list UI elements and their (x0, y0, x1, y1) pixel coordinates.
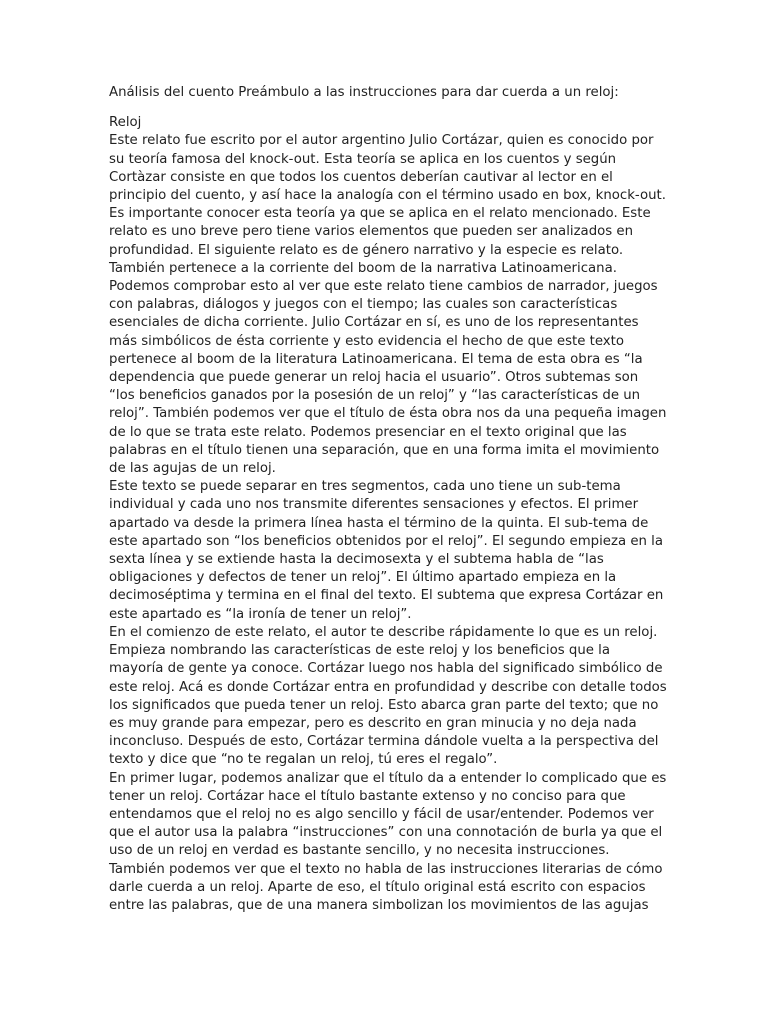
text-line: obligaciones y defectos de tener un reloj”. El último apartado empieza en la (109, 570, 617, 586)
text-line: decimoséptima y termina en el final del texto. El subtema que expresa Cortázar en (109, 588, 664, 604)
text-line: entendamos que el reloj no es algo sencillo y fácil de usar/entender. Podemos ver (109, 806, 654, 822)
text-line: entre las palabras, que de una manera simbolizan los movimientos de las agujas (109, 897, 649, 913)
text-line: su teoría famosa del knock-out. Esta teoría se aplica en los cuentos y según (109, 151, 617, 167)
text-line: apartado va desde la primera línea hasta el término de la quinta. El sub-tema de (109, 515, 649, 531)
text-line: En primer lugar, podemos analizar que el título da a entender lo complicado que es (109, 770, 667, 786)
text-line: profundidad. El siguiente relato es de género narrativo y la especie es relato. (109, 242, 624, 258)
document-subtitle: Reloj (109, 115, 142, 131)
text-line: Este texto se puede separar en tres segmentos, cada uno tiene un sub-tema (109, 479, 621, 495)
text-line: Cortàzar consiste en que todos los cuentos deberían cautivar al lector en el (109, 169, 613, 185)
text-line: esenciales de dicha corriente. Julio Cortázar en sí, es uno de los representantes (109, 315, 639, 331)
text-line: texto y dice que “no te regalan un reloj, tú eres el regalo”. (109, 752, 498, 768)
text-line: los significados que pueda tener un reloj. Esto abarca gran parte del texto; que no (109, 697, 659, 713)
text-line: con palabras, diálogos y juegos con el tiempo; las cuales son características (109, 297, 618, 313)
document-page (109, 84, 667, 915)
text-line: Podemos comprobar esto al ver que este relato tiene cambios de narrador, juegos (109, 279, 658, 295)
text-line: que el autor usa la palabra “instrucciones” con una connotación de burla ya que el (109, 825, 663, 841)
text-line: También pertenece a la corriente del boom de la narrativa Latinoamericana. (109, 260, 617, 276)
text-line: este apartado son “los beneficios obtenidos por el reloj”. El segundo empieza en la (109, 533, 664, 549)
text-line: individual y cada uno nos transmite diferentes sensaciones y efectos. El primer (109, 497, 639, 513)
text-line: Este relato fue escrito por el autor argentino Julio Cortázar, quien es conocido por (109, 133, 654, 149)
text-line: inconcluso. Después de esto, Cortázar termina dándole vuelta a la perspectiva del (109, 734, 659, 750)
text-line: más simbólicos de ésta corriente y esto evidencia el hecho de que este texto (109, 333, 625, 349)
text-line: uso de un reloj en verdad es bastante sencillo, y no necesita instrucciones. (109, 843, 610, 859)
document-title: Análisis del cuento Preámbulo a las instrucciones para dar cuerda a un reloj: (109, 85, 619, 100)
text-line: relato es uno breve pero tiene varios elementos que pueden ser analizados en (109, 224, 634, 240)
text-line: Empieza nombrando las características de este reloj y los beneficios que la (109, 643, 610, 659)
text-line: de las agujas de un reloj. (109, 461, 276, 477)
text-line: dependencia que puede generar un reloj hacia el usuario”. Otros subtemas son (109, 370, 639, 386)
text-line: reloj”. También podemos ver que el título de ésta obra nos da una pequeña imagen (109, 406, 667, 422)
text-line: principio del cuento, y así hace la analogía con el término usado en box, knock-out. (109, 188, 666, 204)
text-line: sexta línea y se extiende hasta la decimosexta y el subtema habla de “las (109, 552, 604, 568)
text-line: También podemos ver que el texto no habla de las instrucciones literarias de cómo (109, 861, 663, 877)
document-body (109, 132, 667, 915)
text-line: este apartado es “la ironía de tener un reloj”. (109, 606, 412, 622)
text-line: mayoría de gente ya conoce. Cortázar luego nos habla del significado simbólico de (109, 661, 663, 677)
text-line: pertenece al boom de la literatura Latinoamericana. El tema de esta obra es “la (109, 351, 643, 367)
text-line: tener un reloj. Cortázar hace el título bastante extenso y no conciso para que (109, 788, 626, 804)
text-line: darle cuerda a un reloj. Aparte de eso, el título original está escrito con espacios (109, 879, 646, 895)
text-line: de lo que se trata este relato. Podemos presenciar en el texto original que las (109, 424, 627, 440)
text-line: este reloj. Acá es donde Cortázar entra en profundidad y describe con detalle todos (109, 679, 667, 695)
text-line: Es importante conocer esta teoría ya que se aplica en el relato mencionado. Este (109, 206, 651, 222)
text-line: En el comienzo de este relato, el autor te describe rápidamente lo que es un reloj. (109, 624, 658, 640)
text-line: es muy grande para empezar, pero es descrito en gran minucia y no deja nada (109, 715, 637, 731)
text-line: “los beneficios ganados por la posesión de un reloj” y “las características de un (109, 388, 641, 404)
text-line: palabras en el título tienen una separación, que en una forma imita el movimiento (109, 442, 660, 458)
